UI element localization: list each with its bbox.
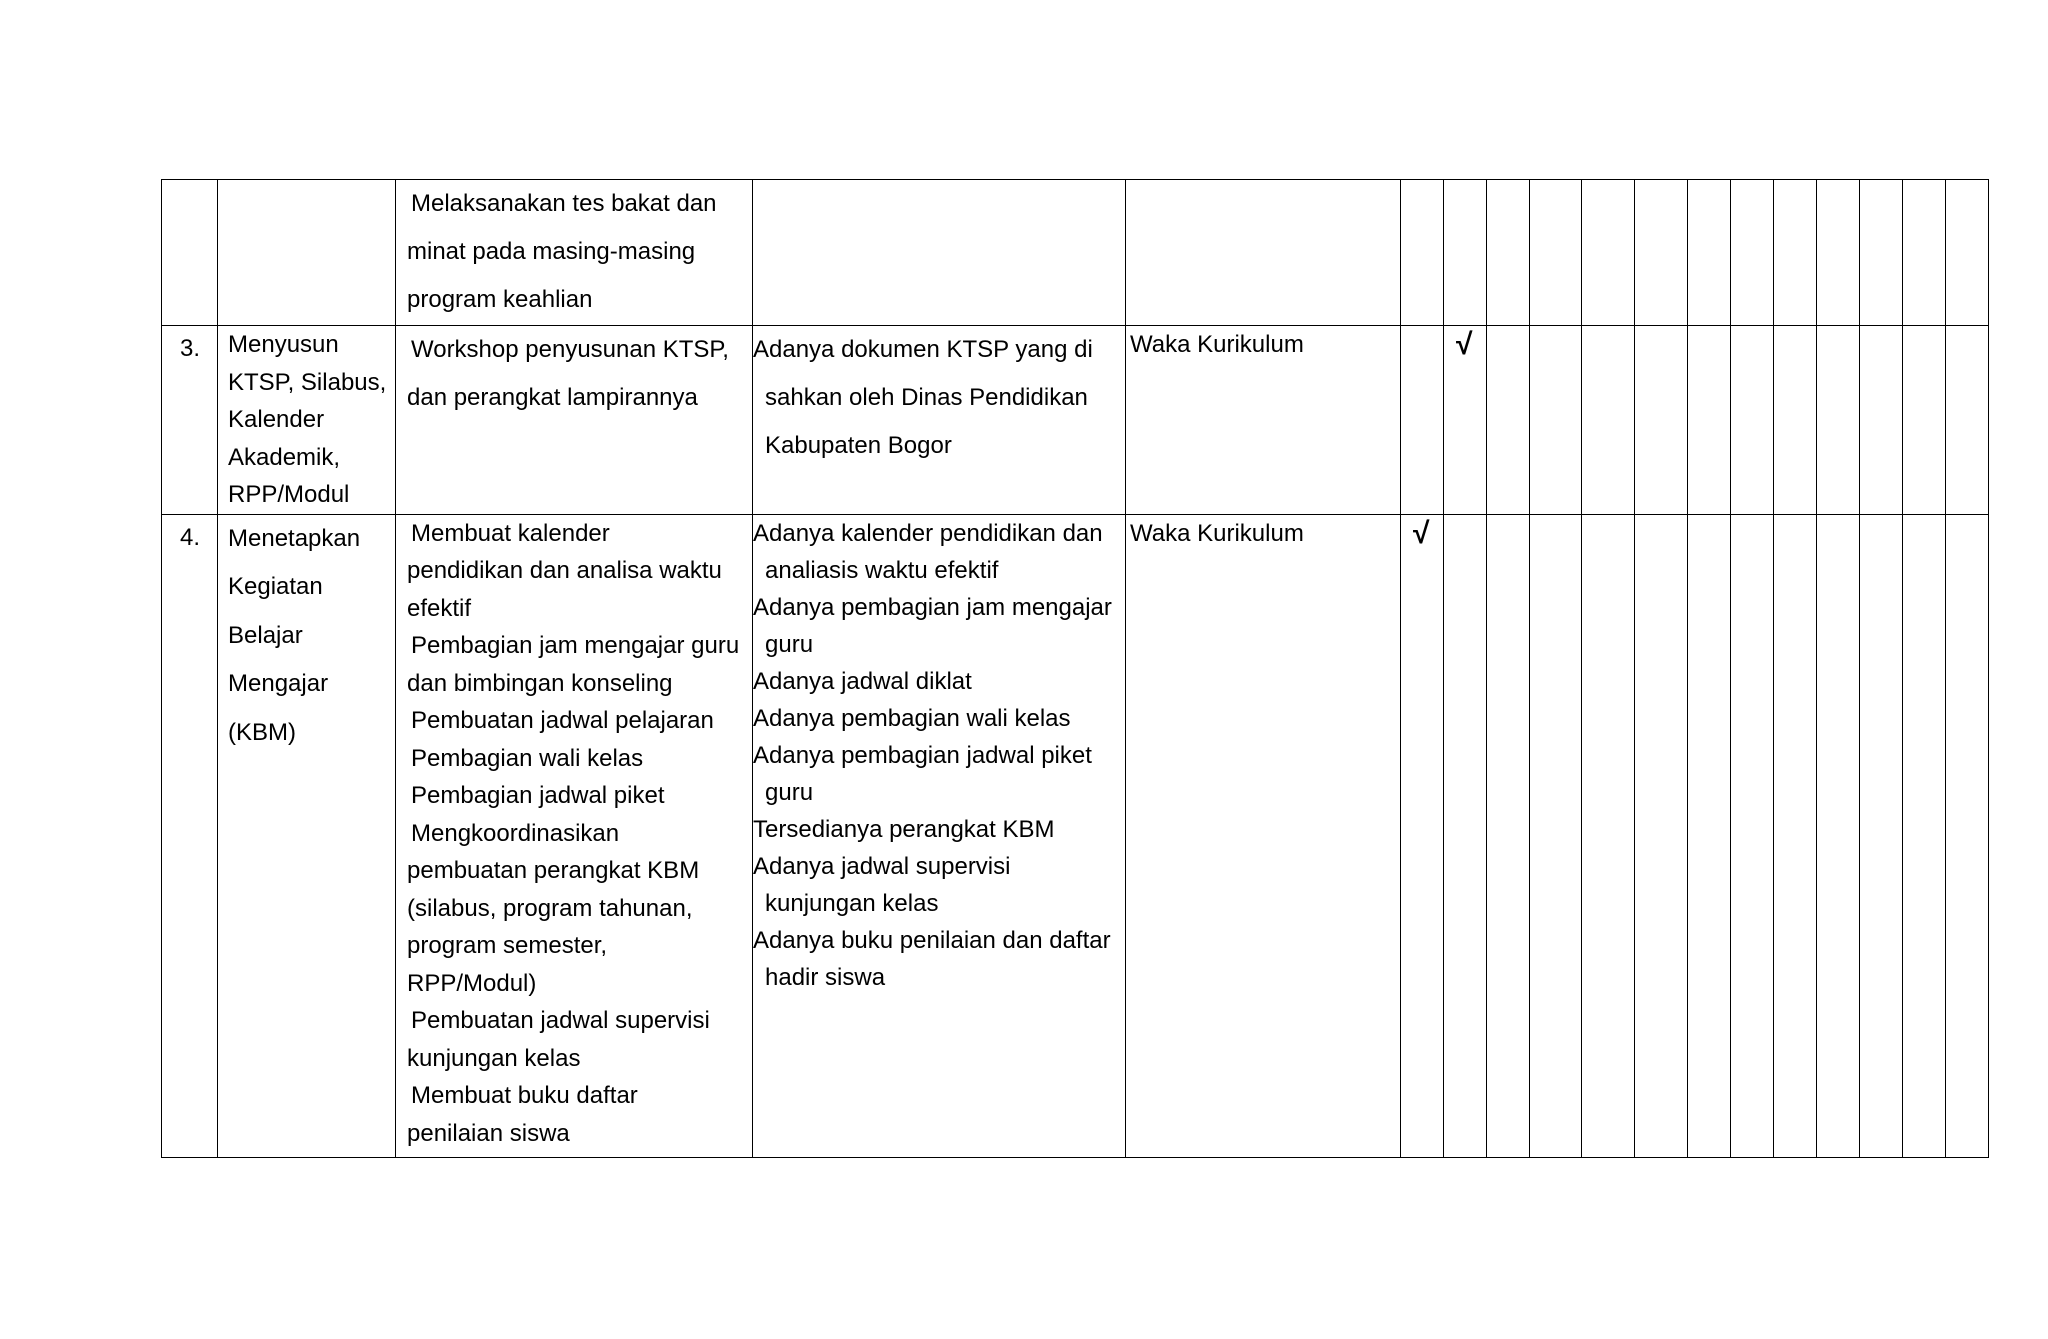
schedule-cell <box>1635 180 1688 326</box>
schedule-cell <box>1860 514 1903 1157</box>
schedule-cell <box>1946 326 1989 515</box>
schedule-cell <box>1582 180 1635 326</box>
program-line: Mengkoordinasikan <box>411 819 620 847</box>
schedule-cell <box>1530 514 1582 1157</box>
schedule-cell <box>1731 180 1774 326</box>
schedule-cell <box>1582 326 1635 515</box>
schedule-cell <box>1903 326 1946 515</box>
program-line: kunjungan kelas <box>407 1044 581 1072</box>
indikator-line: Tersedianya perangkat KBM <box>753 815 1055 843</box>
schedule-cell <box>1946 514 1989 1157</box>
program-line: Membuat buku daftar <box>411 1082 638 1109</box>
schedule-cell <box>1688 514 1731 1157</box>
indikator-line: Adanya buku penilaian dan daftar <box>753 926 1111 954</box>
program-line: Pembagian jadwal piket <box>411 782 665 809</box>
kegiatan-line: KTSP, Silabus, <box>228 368 387 396</box>
indikator-line: analiasis waktu efektif <box>765 556 999 584</box>
schedule-cell <box>1860 326 1903 515</box>
schedule-cell <box>1774 180 1817 326</box>
schedule-cell <box>1582 514 1635 1157</box>
kegiatan-line: Akademik, <box>228 443 341 471</box>
schedule-cell <box>1444 326 1487 515</box>
program-line: Melaksanakan tes bakat dan <box>411 190 717 217</box>
penanggung-jawab-cell <box>1126 180 1401 326</box>
indikator-line: Adanya pembagian jadwal piket <box>753 741 1092 769</box>
schedule-cell <box>1487 326 1530 515</box>
program-line: pembuatan perangkat KBM <box>407 857 700 884</box>
table-row <box>162 326 1989 515</box>
row-number: 4. <box>162 514 218 1157</box>
row-number: 3. <box>162 326 218 515</box>
penanggung-jawab-cell: Waka Kurikulum <box>1126 326 1401 515</box>
kegiatan-cell <box>218 180 396 326</box>
schedule-cell <box>1688 326 1731 515</box>
table-row <box>162 514 1989 1157</box>
indikator-cell <box>753 326 1126 515</box>
penanggung-jawab-cell: Waka Kurikulum <box>1126 514 1401 1157</box>
program-line: Workshop penyusunan KTSP, <box>411 336 729 363</box>
kegiatan-cell <box>218 326 396 515</box>
indikator-line: guru <box>765 630 814 658</box>
schedule-cell <box>1774 326 1817 515</box>
kegiatan-line: Belajar <box>228 621 303 649</box>
kegiatan-line: Menetapkan <box>228 524 361 552</box>
program-line: Pembuatan jadwal pelajaran <box>411 707 714 734</box>
schedule-cell <box>1774 514 1817 1157</box>
schedule-cell <box>1903 180 1946 326</box>
program-line: Pembuatan jadwal supervisi <box>411 1007 710 1034</box>
indikator-line: Adanya jadwal supervisi <box>753 852 1011 880</box>
program-line: penilaian siswa <box>407 1119 570 1147</box>
program-line: dan bimbingan konseling <box>407 669 673 697</box>
schedule-cell <box>1860 180 1903 326</box>
schedule-cell <box>1731 514 1774 1157</box>
schedule-cell <box>1444 180 1487 326</box>
indikator-line: Adanya dokumen KTSP yang di <box>753 336 1093 363</box>
kegiatan-line: (KBM) <box>228 718 296 746</box>
schedule-cell <box>1530 326 1582 515</box>
check-mark-icon: √ <box>1413 516 1430 550</box>
schedule-cell <box>1444 514 1487 1157</box>
schedule-cell <box>1530 180 1582 326</box>
schedule-cell <box>1635 514 1688 1157</box>
schedule-cell <box>1487 180 1530 326</box>
program-line: dan perangkat lampirannya <box>407 384 698 411</box>
indikator-cell <box>753 180 1126 326</box>
schedule-cell <box>1731 326 1774 515</box>
indikator-line: Adanya pembagian jam mengajar <box>753 593 1112 621</box>
check-mark-icon: √ <box>1456 328 1473 361</box>
row-number <box>162 180 218 326</box>
indikator-line: guru <box>765 778 814 806</box>
program-cell <box>396 180 753 326</box>
kegiatan-line: Kegiatan <box>228 573 323 600</box>
schedule-cell <box>1817 326 1860 515</box>
schedule-cell <box>1401 514 1444 1157</box>
program-line: RPP/Modul) <box>407 969 537 997</box>
schedule-cell <box>1817 180 1860 326</box>
indikator-line: Adanya kalender pendidikan dan <box>753 519 1103 547</box>
kegiatan-line: Mengajar <box>228 670 329 697</box>
schedule-cell <box>1688 180 1731 326</box>
indikator-cell <box>753 514 1126 1157</box>
schedule-cell <box>1817 514 1860 1157</box>
schedule-cell <box>1946 180 1989 326</box>
indikator-line: Kabupaten Bogor <box>765 432 952 459</box>
program-line: Membuat kalender <box>411 519 610 547</box>
schedule-cell <box>1401 180 1444 326</box>
schedule-cell <box>1635 326 1688 515</box>
kegiatan-line: Kalender <box>228 406 325 433</box>
table-row <box>162 180 1989 326</box>
indikator-line: kunjungan kelas <box>765 889 939 917</box>
program-line: program semester, <box>407 932 608 959</box>
program-cell <box>396 326 753 515</box>
kegiatan-line: Menyusun <box>228 331 339 358</box>
indikator-line: Adanya pembagian wali kelas <box>753 704 1071 732</box>
schedule-cell <box>1903 514 1946 1157</box>
schedule-cell <box>1401 326 1444 515</box>
indikator-line: Adanya jadwal diklat <box>753 667 972 695</box>
kegiatan-cell <box>218 514 396 1157</box>
program-line: Pembagian jam mengajar guru <box>411 632 740 659</box>
program-line: pendidikan dan analisa waktu <box>407 557 722 584</box>
program-kerja-table <box>161 179 1989 1158</box>
program-line: (silabus, program tahunan, <box>407 894 693 922</box>
program-line: minat pada masing-masing <box>407 238 696 265</box>
program-line: program keahlian <box>407 286 593 313</box>
schedule-cell <box>1487 514 1530 1157</box>
indikator-line: sahkan oleh Dinas Pendidikan <box>765 384 1088 411</box>
program-line: Pembagian wali kelas <box>411 744 644 772</box>
kegiatan-line: RPP/Modul <box>228 481 350 508</box>
indikator-line: hadir siswa <box>765 963 886 991</box>
program-line: efektif <box>407 594 472 622</box>
program-cell <box>396 514 753 1157</box>
